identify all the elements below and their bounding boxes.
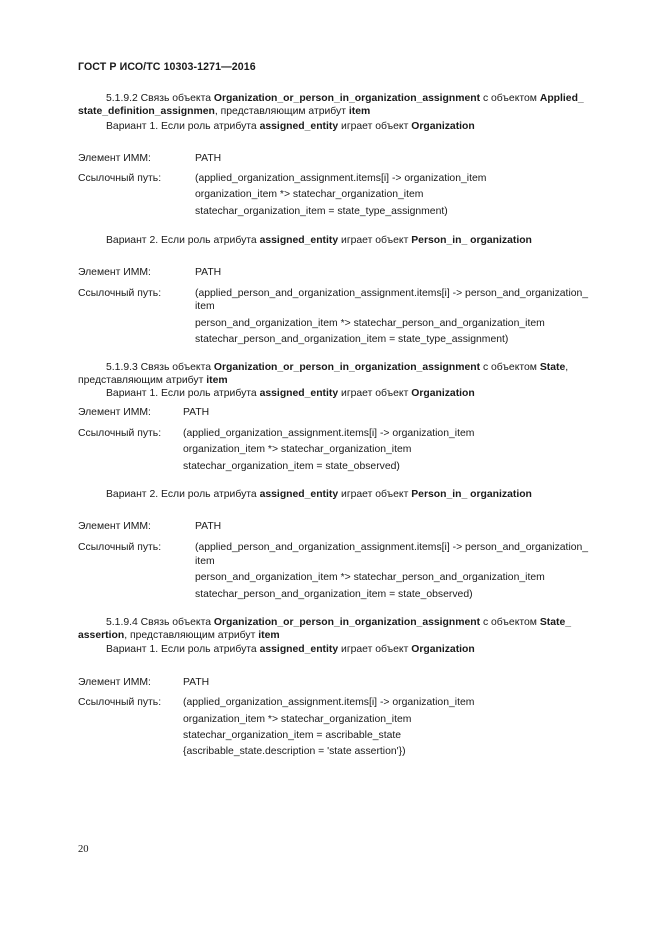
path-line: person_and_organization_item *> statechar_person_and_organization_item [195,318,545,329]
path-label: Ссылочный путь: [78,173,162,184]
page-number: 20 [78,844,89,855]
path-line: {ascribable_state.description = 'state assertion'}) [183,746,406,757]
element-label: Элемент ИММ: [78,407,151,418]
path-line: organization_item *> statechar_organization_item [195,189,424,200]
path-label: Ссылочный путь: [78,542,162,553]
path-keyword: PATH [195,267,222,278]
element-label: Элемент ИММ: [78,267,151,278]
path-label: Ссылочный путь: [78,428,162,439]
path-line: (applied_person_and_organization_assignment.items[i] -> person_and_organization_ [195,288,589,299]
path-line: (applied_person_and_organization_assignment.items[i] -> person_and_organization_ [195,542,589,553]
path-line: item [195,301,215,312]
path-label: Ссылочный путь: [78,697,162,708]
path-keyword: PATH [183,677,210,688]
path-keyword: PATH [195,153,222,164]
s5192-variant1: Вариант 1. Если роль атрибута assigned_entity играет объект Organization [106,121,475,132]
s5192-variant2: Вариант 2. Если роль атрибута assigned_entity играет объект Person_in_ organization [106,235,532,246]
path-line: statechar_person_and_organization_item = state_type_assignment) [195,334,509,345]
s5193-title-line2: представляющим атрибут item [78,375,228,386]
s5194-title-line1: 5.1.9.4 Связь объекта Organization_or_person_in_organization_assignment с объектом State_ [106,617,571,628]
s5192-title-line2: state_definition_assignmen, представляющим атрибут item [78,106,371,117]
s5193-variant2: Вариант 2. Если роль атрибута assigned_entity играет объект Person_in_ organization [106,489,532,500]
s5193-variant1: Вариант 1. Если роль атрибута assigned_entity играет объект Organization [106,388,475,399]
s5194-title-line2: assertion, представляющим атрибут item [78,630,280,641]
element-label: Элемент ИММ: [78,677,151,688]
path-keyword: PATH [183,407,210,418]
s5192-title-line1: 5.1.9.2 Связь объекта Organization_or_person_in_organization_assignment с объектом Applied_ [106,93,584,104]
path-line: statechar_organization_item = state_type_assignment) [195,206,448,217]
element-label: Элемент ИММ: [78,521,151,532]
path-line: item [195,556,215,567]
path-keyword: PATH [195,521,222,532]
path-line: statechar_person_and_organization_item = state_observed) [195,589,473,600]
path-line: statechar_organization_item = state_observed) [183,461,400,472]
path-line: (applied_organization_assignment.items[i] -> organization_item [183,697,475,708]
path-line: organization_item *> statechar_organization_item [183,444,412,455]
document-header: ГОСТ Р ИСО/ТС 10303-1271—2016 [78,61,256,73]
path-line: person_and_organization_item *> statechar_person_and_organization_item [195,572,545,583]
path-label: Ссылочный путь: [78,288,162,299]
s5194-variant1: Вариант 1. Если роль атрибута assigned_entity играет объект Organization [106,644,475,655]
path-line: (applied_organization_assignment.items[i] -> organization_item [183,428,475,439]
element-label: Элемент ИММ: [78,153,151,164]
path-line: statechar_organization_item = ascribable_state [183,730,402,741]
path-line: organization_item *> statechar_organization_item [183,714,412,725]
s5193-title-line1: 5.1.9.3 Связь объекта Organization_or_person_in_organization_assignment с объектом State, [106,362,569,373]
path-line: (applied_organization_assignment.items[i] -> organization_item [195,173,487,184]
